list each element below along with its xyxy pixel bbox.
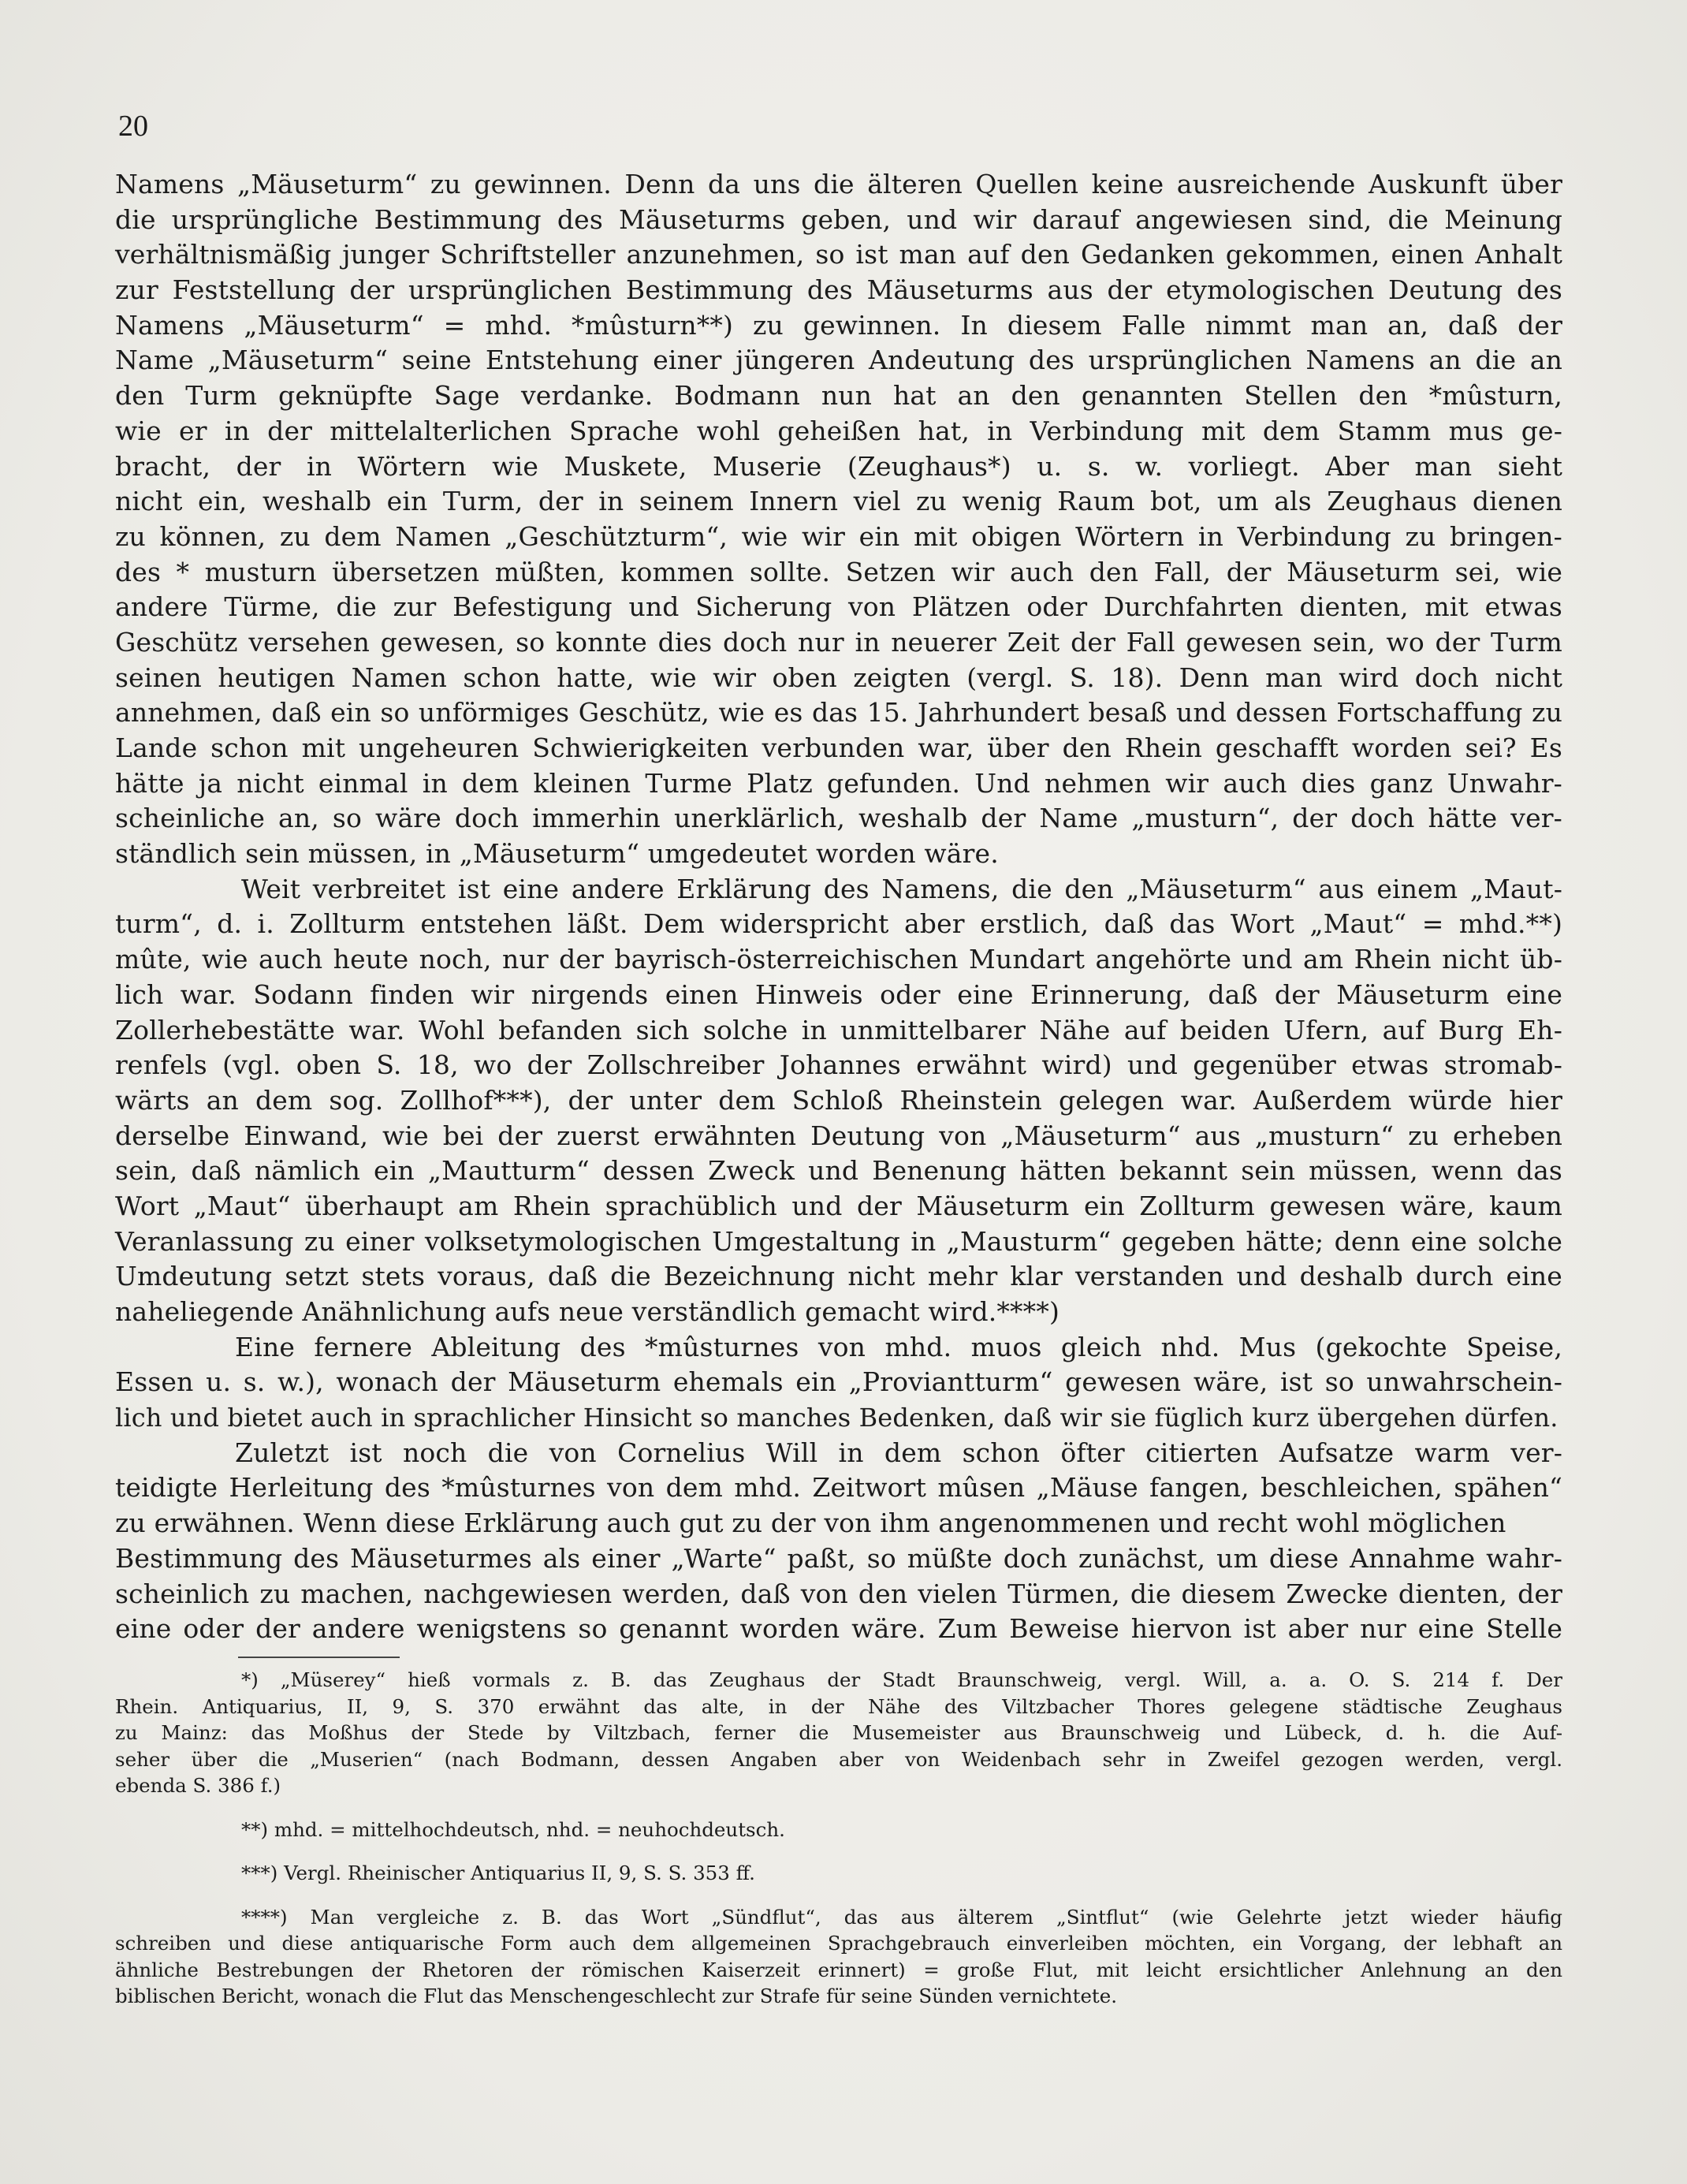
body-line: lich und bietet auch in sprachlicher Hinsicht so manches Bedenken, daß wir sie füglich kurz übergehen dürfen. [115, 1403, 1559, 1433]
body-line: des * musturn übersetzen müßten, kommen sollte. Setzen wir auch den Fall, der Mäuseturm sei, wie [115, 556, 1562, 587]
body-line: zu erwähnen. Wenn diese Erklärung auch gut zu der von ihm angenommenen und recht wohl möglichen [115, 1508, 1506, 1539]
body-line: annehmen, daß ein so unförmiges Geschütz, wie es das 15. Jahrhundert besaß und dessen Fortschaffung zu [115, 697, 1562, 729]
body-line: scheinlich zu machen, nachgewiesen werden, daß von den vielen Türmen, die diesem Zwecke dienten, der [115, 1578, 1562, 1609]
footnotes-block [115, 1667, 1562, 2010]
footnote-line: biblischen Bericht, wonach die Flut das Menschengeschlecht zur Strafe für seine Sünden vernichtete. [115, 1985, 1118, 2007]
body-line: zur Feststellung der ursprünglichen Bestimmung des Mäuseturms aus der etymologischen Deutung des [115, 274, 1562, 306]
body-line: Zuletzt ist noch die von Cornelius Will in dem schon öfter citierten Aufsatze warm ver- [235, 1437, 1562, 1468]
footnote-line: ähnliche Bestrebungen der Rhetoren der römischen Kaiserzeit erinnert) = große Flut, mit leicht ersichtlicher Anlehnung an den [115, 1958, 1562, 1981]
body-line: scheinliche an, so wäre doch immerhin unerklärlich, weshalb der Name „musturn“, der doch hätte ver- [115, 803, 1562, 834]
body-line: zu können, zu dem Namen „Geschützturm“, wie wir ein mit obigen Wörtern in Verbindung zu bringen- [115, 520, 1562, 552]
footnote-gap [115, 1887, 1562, 1904]
body-line: lich war. Sodann finden wir nirgends einen Hinweis oder eine Erinnerung, daß der Mäuseturm eine [115, 978, 1562, 1010]
main-text-block [115, 167, 1562, 1647]
footnote-line: *) „Müserey“ hieß vormals z. B. das Zeughaus der Stadt Braunschweig, vergl. Will, a. a. O. S. 214 f. Der [241, 1668, 1562, 1691]
footnote-gap [115, 1843, 1562, 1860]
body-line: Namens „Mäuseturm“ = mhd. *mûsturn**) zu gewinnen. In diesem Falle nimmt man an, daß der [115, 309, 1562, 341]
footnote-line: schreiben und diese antiquarische Form auch dem allgemeinen Sprachgebrauch einverleiben möchten, ein Vorgang, der lebhaft an [115, 1932, 1562, 1955]
body-line: Essen u. s. w.), wonach der Mäuseturm ehemals ein „Proviantturm“ gewesen wäre, ist so unwahrschein- [115, 1366, 1562, 1398]
body-line: derselbe Einwand, wie bei der zuerst erwähnten Deutung von „Mäuseturm“ aus „musturn“ zu erheben [115, 1120, 1562, 1151]
footnote-gap [115, 1799, 1562, 1817]
body-line: wärts an dem sog. Zollhof***), der unter dem Schloß Rheinstein gelegen war. Außerdem würde hier [115, 1084, 1562, 1116]
footnote-line: ***) Vergl. Rheinischer Antiquarius II, 9, S. S. 353 ff. [241, 1862, 755, 1884]
body-line: nicht ein, weshalb ein Turm, der in seinem Innern viel zu wenig Raum bot, um als Zeughaus dienen [115, 486, 1562, 517]
body-line: Bestimmung des Mäuseturmes als einer „Warte“ paßt, so müßte doch zunächst, um diese Annahme wahr- [115, 1542, 1562, 1574]
page-number: 20 [118, 110, 148, 143]
body-line: Weit verbreitet ist eine andere Erklärung des Namens, die den „Mäuseturm“ aus einem „Maut- [241, 873, 1562, 904]
body-line: verhältnismäßig junger Schriftsteller anzunehmen, so ist man auf den Gedanken gekommen, einen Anhalt [115, 239, 1562, 270]
footnote-separator [238, 1657, 400, 1658]
body-line: mûte, wie auch heute noch, nur der bayrisch-österreichischen Mundart angehörte und am Rhein nicht üb- [115, 944, 1562, 975]
body-line: Wort „Maut“ überhaupt am Rhein sprachüblich und der Mäuseturm ein Zollturm gewesen wäre, kaum [115, 1190, 1562, 1221]
body-line: eine oder der andere wenigstens so genannt worden wäre. Zum Beweise hiervon ist aber nur eine Stelle [115, 1613, 1562, 1645]
body-line: Umdeutung setzt stets voraus, daß die Bezeichnung nicht mehr klar verstanden und deshalb durch eine [115, 1261, 1562, 1292]
footnote-line: ****) Man vergleiche z. B. das Wort „Sündflut“, das aus älterem „Sintflut“ (wie Gelehrte jetzt wieder häufig [241, 1905, 1562, 1929]
body-line: naheliegende Anähnlichung aufs neue verständlich gemacht wird.****) [115, 1296, 1060, 1327]
body-line: renfels (vgl. oben S. 18, wo der Zollschreiber Johannes erwähnt wird) und gegenüber etwas stromab- [115, 1049, 1562, 1081]
body-line: Name „Mäuseturm“ seine Entstehung einer jüngeren Andeutung des ursprünglichen Namens an die an [115, 345, 1562, 376]
body-line: sein, daß nämlich ein „Mautturm“ dessen Zweck und Benenung hätten bekannt sein müssen, wenn das [115, 1155, 1562, 1187]
body-line: Veranlassung zu einer volksetymologischen Umgestaltung in „Mausturm“ gegeben hätte; denn eine solche [115, 1225, 1562, 1257]
body-line: bracht, der in Wörtern wie Muskete, Muserie (Zeughaus*) u. s. w. vorliegt. Aber man sieht [115, 450, 1562, 482]
body-line: seinen heutigen Namen schon hatte, wie wir oben zeigten (vergl. S. 18). Denn man wird doch nicht [115, 662, 1562, 693]
body-line: Eine fernere Ableitung des *mûsturnes von mhd. muos gleich nhd. Mus (gekochte Speise, [235, 1331, 1562, 1362]
footnote-line: Rhein. Antiquarius, II, 9, S. 370 erwähnt das alte, in der Nähe des Viltzbacher Thores gelegene städtische Zeughaus [115, 1694, 1562, 1718]
footnote-line: **) mhd. = mittelhochdeutsch, nhd. = neuhochdeutsch. [241, 1817, 785, 1841]
body-line: andere Türme, die zur Befestigung und Sicherung von Plätzen oder Durchfahrten dienten, mit etwas [115, 591, 1562, 623]
footnote-line: zu Mainz: das Moßhus der Stede by Viltzbach, ferner die Musemeister aus Braunschweig und Lübeck, d. h. die Auf- [115, 1721, 1562, 1744]
body-line: Namens „Mäuseturm“ zu gewinnen. Denn da uns die älteren Quellen keine ausreichende Auskunft über [115, 169, 1562, 199]
footnote-line: ebenda S. 386 f.) [115, 1774, 281, 1797]
footnote-line: seher über die „Muserien“ (nach Bodmann, dessen Angaben aber von Weidenbach sehr in Zweifel gezogen werden, vergl. [115, 1747, 1562, 1771]
body-line: turm“, d. i. Zollturm entstehen läßt. Dem widerspricht aber erstlich, daß das Wort „Maut“ = mhd.**) [115, 908, 1562, 940]
body-line: Lande schon mit ungeheuren Schwierigkeiten verbunden war, über den Rhein geschafft worden sei? Es [115, 732, 1562, 763]
body-line: hätte ja nicht einmal in dem kleinen Turme Platz gefunden. Und nehmen wir auch dies ganz Unwahr- [115, 767, 1562, 799]
body-line: den Turm geknüpfte Sage verdanke. Bodmann nun hat an den genannten Stellen den *mûsturn, [115, 380, 1562, 412]
body-line: die ursprüngliche Bestimmung des Mäuseturms geben, und wir darauf angewiesen sind, die Meinung [115, 203, 1562, 235]
body-line: Zollerhebestätte war. Wohl befanden sich solche in unmittelbarer Nähe auf beiden Ufern, auf Burg Eh- [115, 1014, 1562, 1045]
body-line: Geschütz versehen gewesen, so konnte dies doch nur in neuerer Zeit der Fall gewesen sein, wo der Turm [115, 626, 1562, 658]
body-line: wie er in der mittelalterlichen Sprache wohl geheißen hat, in Verbindung mit dem Stamm mus ge- [115, 415, 1562, 446]
body-line: ständlich sein müssen, in „Mäuseturm“ umgedeutet worden wäre. [115, 838, 999, 870]
body-line: teidigte Herleitung des *mûsturnes von dem mhd. Zeitwort mûsen „Mäuse fangen, beschleichen, spähen“ [115, 1472, 1562, 1504]
